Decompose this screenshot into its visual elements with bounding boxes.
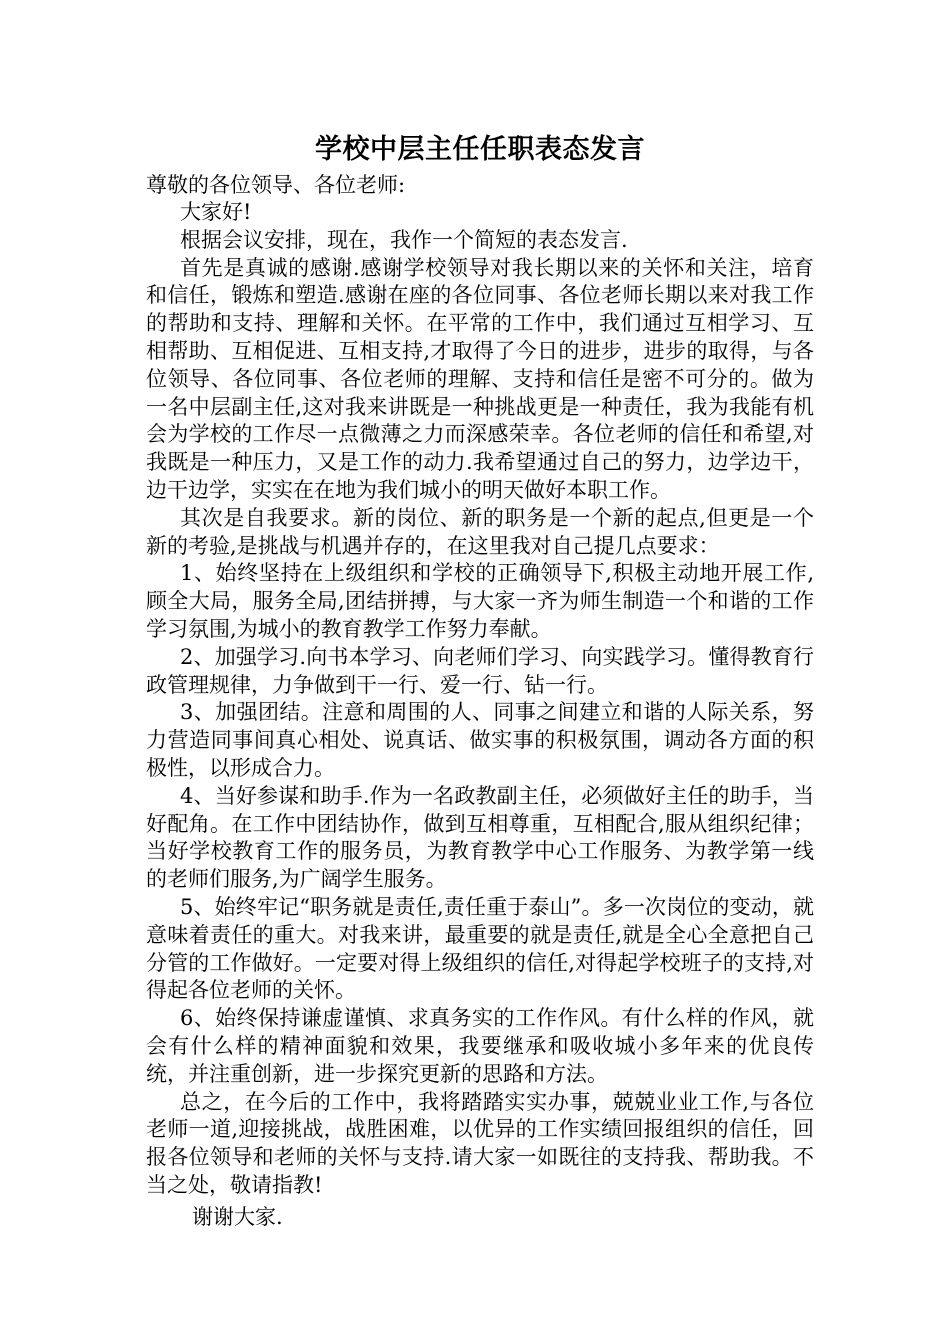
paragraph-requirement-6: 6、始终保持谦虚谨慎、求真务实的工作作风。有什么样的作风，就会有什么样的精神面貌和效果，我要继承和吸收城小多年来的优良传统，并注重创新，进一步探究更新的思路和方法。 [146,1006,814,1086]
closing-thanks: 谢谢大家. [192,1204,283,1229]
paragraph-requirement-5: 5、始终牢记“职务就是责任,责任重于泰山”。多一次岗位的变动，就意味着责任的重大。对我来讲，最重要的就是责任,就是全心全意把自己分管的工作做好。一定要对得上级组织的信任,对得起学校班子的支持,对得起各位老师的关怀。 [146,894,814,1003]
salutation: 尊敬的各位领导、各位老师: [146,173,406,197]
paragraph-intro: 根据会议安排，现在，我作一个简短的表态发言. [180,227,628,252]
paragraph-conclusion: 总之，在今后的工作中，我将踏踏实实办事，兢兢业业工作,与各位老师一道,迎接挑战，战胜困难，以优异的工作实绩回报组织的信任，回报各位领导和老师的关怀与支持.请大家一如既往的支持我、帮助我。不当之处，敬请指教! [146,1089,814,1197]
paragraph-requirements-intro: 其次是自我要求。新的岗位、新的职务是一个新的起点,但更是一个新的考验,是挑战与机遇并存的，在这里我对自己提几点要求： [146,505,814,558]
paragraph-requirement-3: 3、加强团结。注意和周围的人、同事之间建立和谐的人际关系，努力营造同事间真心相处、说真话、做实事的积极氛围，调动各方面的积极性，以形成合力。 [146,700,814,780]
paragraph-requirement-1: 1、始终坚持在上级组织和学校的正确领导下,积极主动地开展工作,顾全大局，服务全局,团结拼搏，与大家一齐为师生制造一个和谐的工作学习氛围,为城小的教育教学工作努力奉献。 [146,561,814,641]
paragraph-requirement-2: 2、加强学习.向书本学习、向老师们学习、向实践学习。懂得教育行政管理规律，力争做到干一行、爱一行、钻一行。 [146,644,814,697]
paragraph-gratitude: 首先是真诚的感谢.感谢学校领导对我长期以来的关怀和关注，培育和信任，锻炼和塑造.感谢在座的各位同事、各位老师长期以来对我工作的帮助和支持、理解和关怀。在平常的工作中，我们通过互相学习、互相帮助、互相促进、互相支持,才取得了今日的进步，进步的取得，与各位领导、各位同事、各位老师的理解、支持和信任是密不可分的。做为一名中层副主任,这对我来讲既是一种挑战更是一种责任，我为我能有机会为学校的工作尽一点微薄之力而深感荣幸。各位老师的信任和希望,对我既是一种压力，又是工作的动力.我希望通过自己的努力，边学边干，边干边学，实实在在地为我们城小的明天做好本职工作。 [146,255,814,502]
document-body [146,128,814,1231]
document-title: 学校中层主任任职表态发言 [315,134,645,165]
paragraph-requirement-4: 4、当好参谋和助手.作为一名政教副主任，必须做好主任的助手，当好配角。在工作中团结协作，做到互相尊重，互相配合,服从组织纪律；当好学校教育工作的服务员，为教育教学中心工作服务、为教学第一线的老师们服务,为广阔学生服务。 [146,783,814,892]
paragraph-greeting: 大家好! [180,200,252,224]
